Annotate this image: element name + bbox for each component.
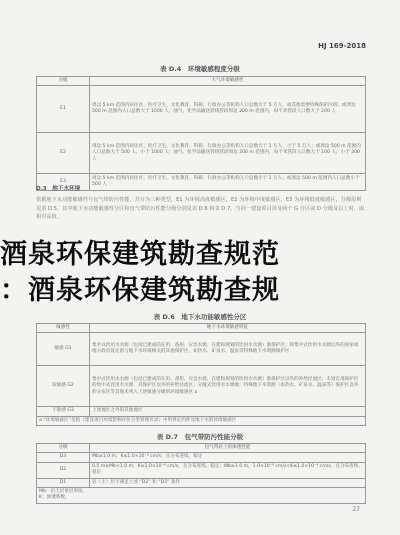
table-header: 敏感性 xyxy=(37,324,90,333)
table-d7-caption: 表 D.7 包气带防污性能分级 xyxy=(156,433,244,441)
table-row xyxy=(37,133,366,174)
table-cell-level: E1 xyxy=(37,86,90,133)
section-title: D.3 地下水环境 xyxy=(36,186,81,192)
table-header: 分级 xyxy=(37,444,90,453)
table-cell-level: 敏感 G1 xyxy=(37,333,90,366)
table-header: 大气环境敏感性 xyxy=(90,77,366,86)
table-cell-text: 周边 5 km 范围内居住区、医疗卫生、文化教育、科研、行政办公等机构人口总数大于 5 万人，或其他需要特殊保护区域；或周边 500 m 范围内人口总数大于 1000 人；油气、化学品输送管线管段周边 200 m 范围内，每千米管段人口数大于 200 人 xyxy=(90,86,366,133)
standard-number: HJ 169-2018 xyxy=(318,42,366,50)
table-cell-text: 0.5 m≤Mb<1.0 m，K≤1.0×10⁻⁶ cm/s，且分布连续、稳定；Mb≥1.0 m，1.0×10⁻⁶ cm/s<K≤1.0×10⁻⁴ cm/s，且分布连续、稳定 xyxy=(90,462,366,478)
banner-title-line-2: ：酒泉环保建筑勘查规 xyxy=(0,275,280,304)
table-d7 xyxy=(36,443,366,504)
table-note: a “环境敏感区”是指《建设项目环境影响评价分类管理名录》中所界定的涉及地下水的环境敏感区 xyxy=(37,416,366,425)
table-cell-text: Mb≥1.0 m，K≤1.0×10⁻⁶ cm/s，且分布连续、稳定 xyxy=(90,453,366,462)
table-cell-level: E3 xyxy=(37,174,90,191)
table-note-line: K：渗透系数。 xyxy=(39,495,70,501)
table-cell-text: 岩（土）层不满足上述 “D2” 和 “D3” 条件 xyxy=(90,478,366,487)
table-row xyxy=(37,407,366,416)
table-row xyxy=(37,333,366,366)
table-cell-level: D1 xyxy=(37,478,90,487)
table-cell-level: E2 xyxy=(37,133,90,174)
table-cell-level: 较敏感 G2 xyxy=(37,366,90,407)
banner-title-line-1: 酒泉环保建筑勘查规范 xyxy=(0,239,280,268)
table-row xyxy=(37,366,366,407)
table-row xyxy=(37,478,366,487)
table-row xyxy=(37,453,366,462)
table-d4 xyxy=(36,76,366,191)
table-row xyxy=(37,488,366,504)
table-header: 分级 xyxy=(37,77,90,86)
table-cell-level: 不敏感 G3 xyxy=(37,407,90,416)
table-cell-text: 周边 5 km 范围内居住区、医疗卫生、文化教育、科研、行政办公等机构人口总数小于 1 万人；或周边 500 m 范围内人口总数小于 500 人 xyxy=(90,174,366,191)
table-row xyxy=(37,86,366,133)
table-cell-level: D2 xyxy=(37,462,90,478)
table-cell-text: 集中式饮用水水源（包括已建成的在用、备用、应急水源，在建和规划的饮用水水源）准保护区；除集中式饮用水水源以外的国家或地方政府设定的与地下水环境相关的其他保护区，如热水、矿泉水、温泉等特殊地下水资源保护区 xyxy=(90,333,366,366)
table-row xyxy=(37,462,366,478)
table-cell-text: 集中式饮用水水源（包括已建成的在用、备用、应急水源，在建和规划的饮用水水源）准保护区以外的补给径流区；未划定准保护区的集中式饮用水水源，其保护区以外的补给径流区；分散式饮用水水源地；特殊地下水资源（如热水、矿泉水、温泉等）保护区以外的分布区等其他未列入上述敏感分级的环境敏感区 a xyxy=(90,366,366,407)
table-header: 包气带岩土的渗透性能 xyxy=(90,444,366,453)
table-d4-caption: 表 D.4 环境敏感程度分级 xyxy=(160,65,240,73)
table-d6-caption: 表 D.6 地下水功能敏感性分区 xyxy=(153,313,247,321)
table-cell-text: 周边 5 km 范围内居住区、医疗卫生、文化教育、科研、行政办公等机构人口总数大于 1 万人，小于 5 万人；或周边 500 m 范围内人口总数大于 500 人，小于 1000 人；油气、化学品输送管线管段周边 200 m 范围内，每千米管段人口数大于 100 人，小于 200 人 xyxy=(90,133,366,174)
table-cell-level: D3 xyxy=(37,453,90,462)
table-row xyxy=(37,174,366,191)
table-cell-text: 上述地区之外的其他地区 xyxy=(90,407,366,416)
table-row xyxy=(37,416,366,425)
table-note-line: Mb：岩土层单层厚度。 xyxy=(39,489,88,495)
section-paragraph: 依据地下水功能敏感性与包气带防污性能，共分为三种类型，E1 为环境高度敏感区，E2 为环境中度敏感区，E3 为环境低度敏感区，分级原则见表 D.5。其中地下水功能敏感性分区和包气带防污性能分级分别见表 D.6 和表 D.7。当同一建设项目涉及两个 G 分区或 D 分级及以上时，取相对高值。 xyxy=(36,197,365,221)
page-number: 27 xyxy=(352,506,360,513)
table-d6 xyxy=(36,323,366,426)
table-note xyxy=(37,488,366,504)
table-header: 地下水环境敏感特征 xyxy=(90,324,366,333)
